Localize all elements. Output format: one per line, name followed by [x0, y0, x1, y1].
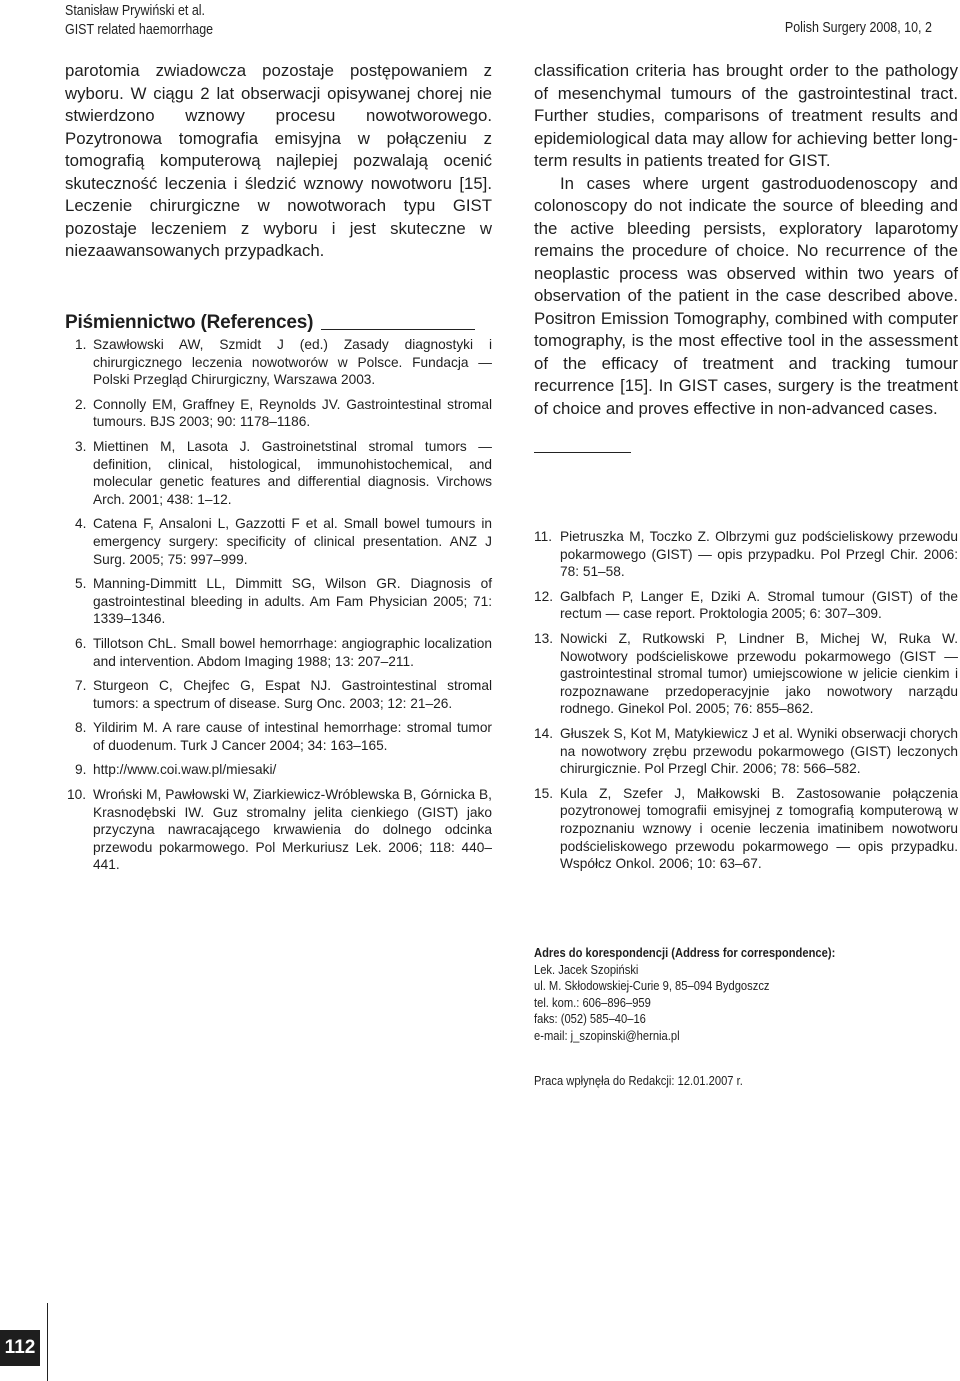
correspondence-phone: tel. kom.: 606–896–959: [534, 994, 651, 1010]
reference-number: 5.: [75, 576, 87, 592]
reference-number: 12.: [534, 588, 554, 604]
page-number: 112: [0, 1330, 40, 1366]
reference-text: Kula Z, Szefer J, Małkowski B. Zastosowanie połączenia pozytronowej tomografii emisyjnej z tomografią komputerową w rozpoznaniu wznowy i ocenie leczenia imatinibem nowotworu podścieliskowego przewodu pokarmowego — opis przypadku. Współcz Onkol. 2006; 10: 63–67.: [560, 785, 958, 872]
reference-item: [67, 677, 492, 712]
reference-text: Yildirim M. A rare cause of intestinal hemorrhage: stromal tumor of duodenum. Turk J Cancer 2004; 34: 163–165.: [93, 720, 492, 753]
reference-item: [67, 336, 492, 389]
correspondence-name: Lek. Jacek Szopiński: [534, 961, 639, 977]
right-paragraph-1: classification criteria has brought order to the pathology of mesenchymal tumours of the gastrointestinal tract. Further studies, comparisons of treatment results and epidemiological data may allow for achieving better long-term results in patients treated for GIST.: [534, 61, 958, 170]
reference-number: 13.: [534, 630, 554, 646]
reference-item: [67, 515, 492, 568]
references-heading: [65, 312, 475, 334]
reference-item: [534, 630, 958, 718]
reference-number: 4.: [75, 516, 87, 532]
received-date: [534, 1073, 777, 1088]
reference-item: [534, 785, 958, 873]
correspondence-fax: faks: (052) 585–40–16: [534, 1011, 646, 1027]
reference-text: Nowicki Z, Rutkowski P, Lindner B, Michej W, Ruka W. Nowotwory podścieliskowe przewodu pokarmowego (GIST — gastrointestinal stromal tumor) umiejscowione w jelicie cienkim i rozpoznawane przedoperacyjnie jako nowotwory narządu rodnego. Ginekol Pol. 2005; 76: 855–862.: [560, 630, 958, 717]
reference-item: [67, 786, 492, 874]
reference-item: [534, 588, 958, 623]
received-text: Praca wpłynęła do Redakcji: 12.01.2007 r.: [534, 1073, 743, 1088]
reference-text: Catena F, Ansaloni L, Gazzotti F et al. Small bowel tumours in emergency surgery: specificity of clinical presentation. ANZ J Surg. 2005; 75: 997–999.: [93, 516, 492, 567]
reference-item: [67, 396, 492, 431]
reference-item: [67, 575, 492, 628]
reference-number: 7.: [75, 678, 87, 694]
reference-text: Connolly EM, Graffney E, Reynolds JV. Gastrointestinal stromal tumours. BJS 2003; 90: 1178–1186.: [93, 396, 492, 430]
correspondence-email: e-mail: j_szopinski@hernia.pl: [534, 1027, 680, 1043]
reference-text: Szawłowski AW, Szmidt J (ed.) Zasady diagnostyki i chirurgicznego leczenia nowotworów w Polsce. Fundacja — Polski Przegląd Chirurgiczny, Warszawa 2003.: [93, 337, 492, 388]
section-divider: [534, 452, 631, 453]
reference-number: 9.: [75, 762, 87, 778]
reference-number: 10.: [67, 787, 87, 803]
reference-number: 3.: [75, 438, 87, 454]
reference-text: Sturgeon C, Chejfec G, Espat NJ. Gastrointestinal stromal tumors: a spectrum of disease. Surg Onc. 2003; 12: 21–26.: [93, 678, 492, 711]
reference-number: 14.: [534, 725, 554, 741]
header-journal: Polish Surgery 2008, 10, 2: [785, 20, 932, 36]
reference-number: 2.: [75, 396, 87, 412]
reference-text: Tillotson ChL. Small bowel hemorrhage: angiographic localization and intervention. Abdom Imaging 1988; 13: 207–211.: [93, 635, 492, 669]
right-paragraph-2: In cases where urgent gastroduodenoscopy and colonoscopy do not indicate the source of bleeding and the active bleeding persists, exploratory laparotomy remains the procedure of choice. No recurrence of the neoplastic process was observed within two years of observation of the patient in the case described above. Positron Emission Tomography, combined with computer tomography, is the most effective tool in the assessment of the efficacy of treatment and tracking tumour recurrence [15]. In GIST cases, surgery is the treatment of choice and proves effective in non-advanced cases.: [534, 173, 958, 418]
reference-text: Manning-Dimmitt LL, Dimmitt SG, Wilson GR. Diagnosis of gastrointestinal bleeding in adults. Am Fam Physician 2005; 71: 1339–1346.: [93, 576, 492, 627]
references-list-left: [67, 336, 492, 881]
correspondence-title: Adres do korespondencji (Address for correspondence):: [534, 945, 836, 960]
reference-text: Galbfach P, Langer E, Dziki A. Stromal tumour (GIST) of the rectum — case report. Proktologia 2005; 6: 307–309.: [560, 588, 958, 622]
reference-number: 11.: [534, 529, 553, 544]
journal-header: [761, 20, 932, 36]
reference-item: [67, 719, 492, 754]
header-article-title: GIST related haemorrhage: [65, 22, 214, 38]
reference-item: [67, 438, 492, 508]
reference-item: [67, 635, 492, 670]
reference-item: [534, 725, 958, 778]
reference-item: [67, 761, 492, 779]
reference-text: Wroński M, Pawłowski W, Ziarkiewicz-Wróblewska B, Górnicka B, Krasnodębski IW. Guz stromalny jelita cienkiego (GIST) jako przyczyna nawracającego krwawienia do dolnego odcinka przewodu pokarmowego. Pol Merkuriusz Lek. 2006; 118: 440–441.: [93, 787, 492, 873]
reference-number: 1.: [75, 337, 87, 352]
running-header: [65, 2, 237, 40]
reference-text: http://www.coi.waw.pl/miesaki/: [93, 762, 277, 778]
reference-number: 6.: [75, 635, 87, 651]
right-column: [534, 60, 958, 420]
header-author: Stanisław Prywiński et al.: [65, 3, 205, 19]
reference-text: Miettinen M, Lasota J. Gastroinetstinal stromal tumors — definition, clinical, histological, immunohistochemical, and molecular genetic features and differential diagnosis. Virchows Arch. 2001; 438: 1–12.: [93, 438, 492, 507]
reference-number: 8.: [75, 720, 87, 736]
reference-text: Pietruszka M, Toczko Z. Olbrzymi guz podścieliskowy przewodu pokarmowego (GIST) — opis przypadku. Pol Przegl Chir. 2006: 78: 51–58.: [560, 529, 958, 580]
page-number-rule: [47, 1303, 48, 1381]
correspondence-block: [534, 945, 884, 1045]
references-title: Piśmiennictwo (References): [65, 312, 314, 333]
references-list-right: [534, 528, 958, 880]
left-column: [65, 60, 492, 263]
reference-text: Głuszek S, Kot M, Matykiewicz J et al. Wyniki obserwacji chorych na nowotwory zrębu przewodu pokarmowego (GIST) leczonych chirurgicznie. Pol Przegl Chir. 2006; 78: 566–582.: [560, 725, 958, 777]
correspondence-address: ul. M. Skłodowskiej-Curie 9, 85–094 Bydgoszcz: [534, 978, 770, 994]
heading-rule: [321, 329, 475, 330]
left-paragraph: parotomia zwiadowcza pozostaje postępowaniem z wyboru. W ciągu 2 lat obserwacji opisywanej chorej nie stwierdzono wznowy procesu nowotworowego. Pozytronowa tomografia emisyjna w połączeniu z tomografią komputerową najlepiej pozwalają ocenić skuteczność leczenia i śledzić wznowy nowotworu [15]. Leczenie chirurgiczne w nowotworach typu GIST pozostaje leczeniem z wyboru i jest skuteczne w niezaawansowanych przypadkach.: [65, 61, 492, 260]
reference-item: [534, 528, 958, 581]
reference-number: 15.: [534, 785, 554, 801]
